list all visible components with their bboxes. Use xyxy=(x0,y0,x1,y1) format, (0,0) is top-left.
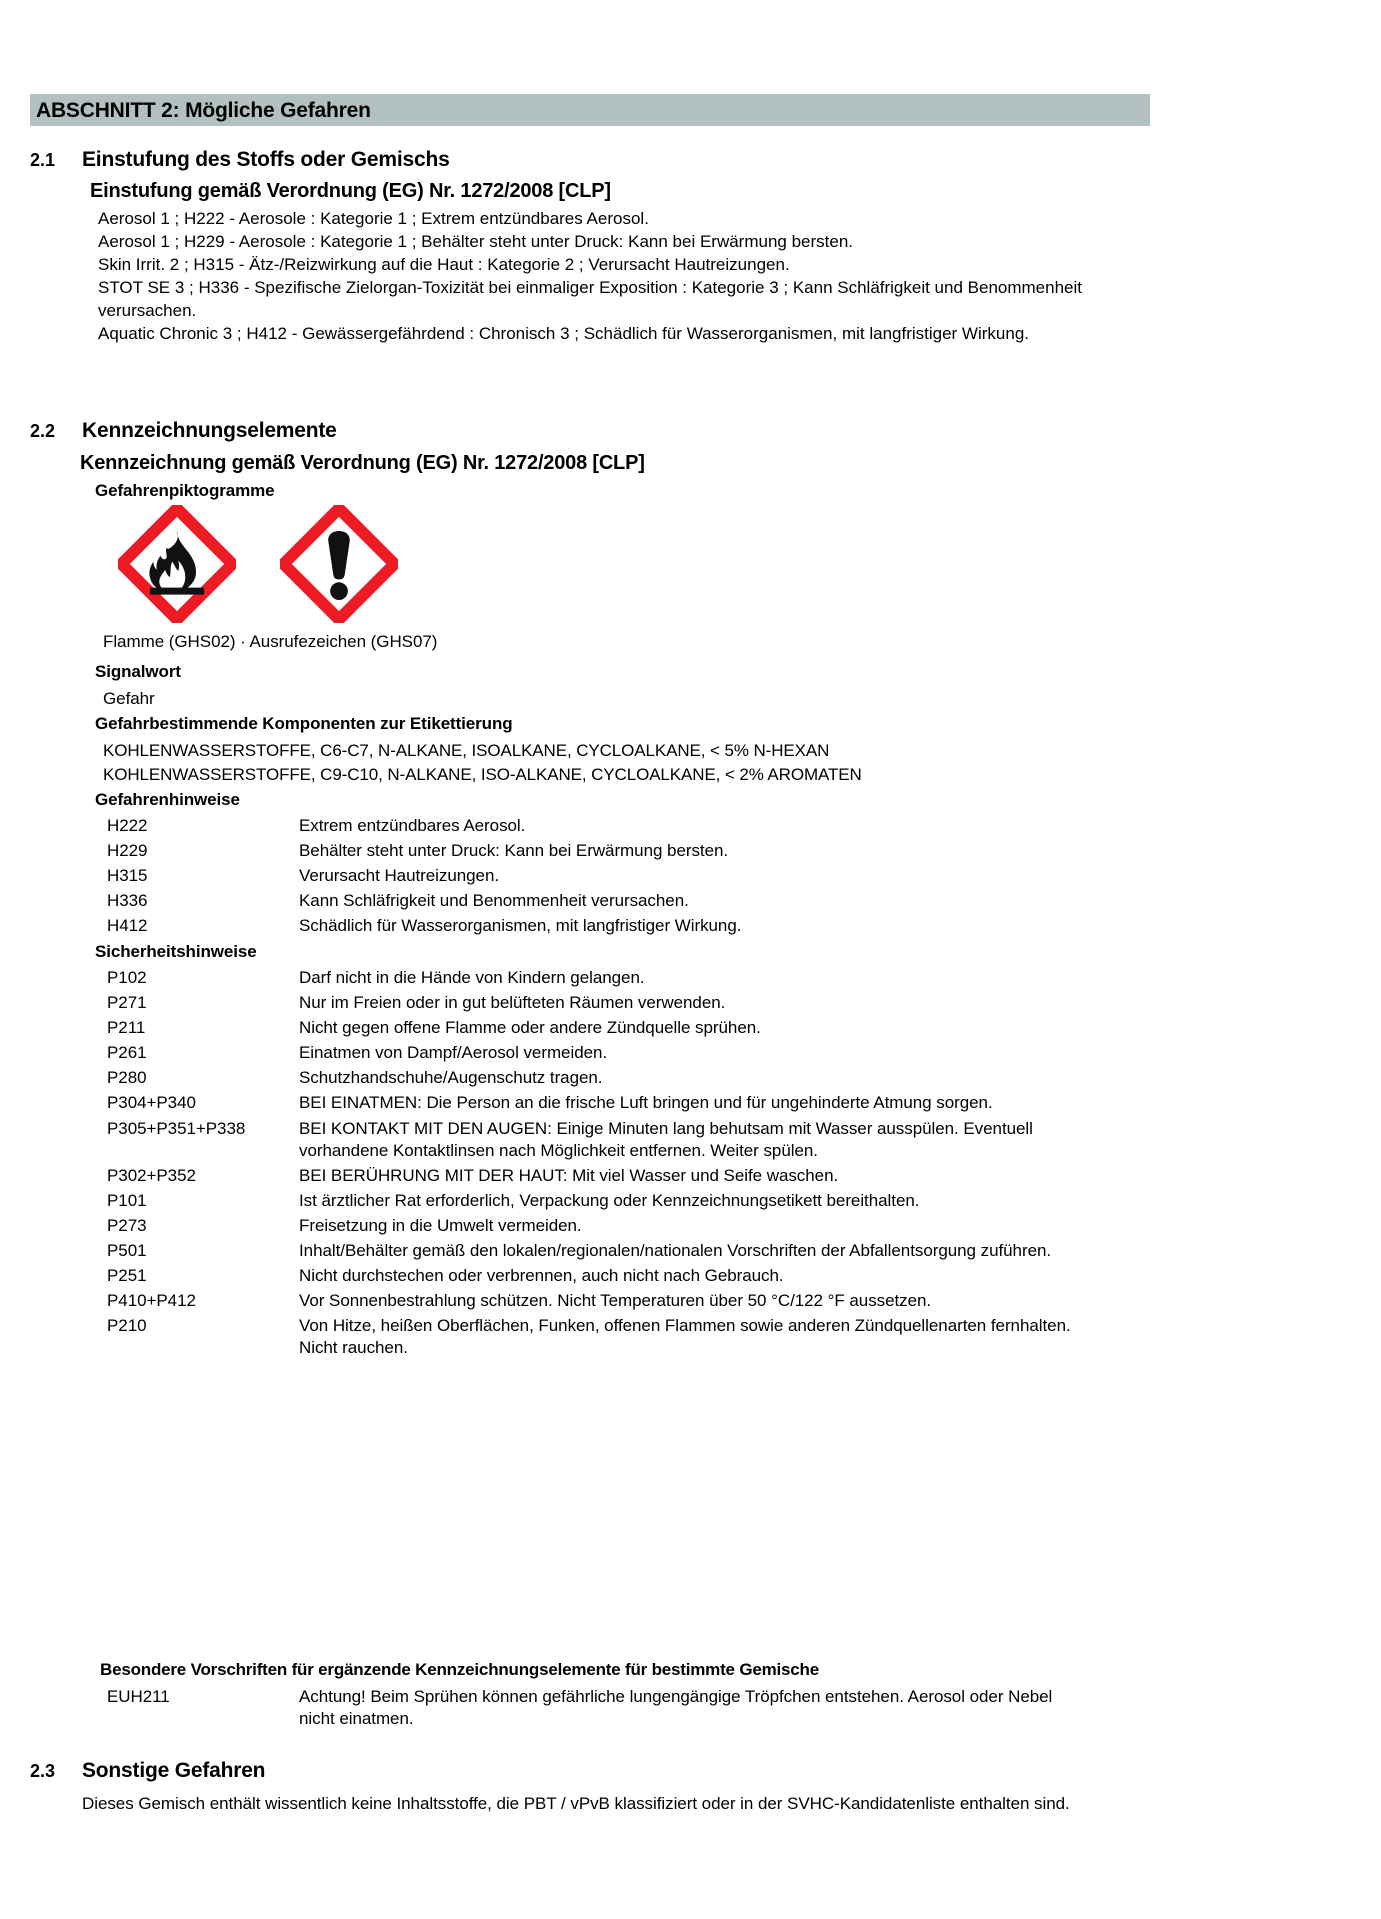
precaution-text: Nicht gegen offene Flamme oder andere Zündquelle sprühen. xyxy=(299,1018,761,1038)
precaution-code: P261 xyxy=(107,1043,147,1063)
clause-2-3-body: Dieses Gemisch enthält wissentlich keine Inhaltsstoffe, die PBT / vPvB klassifiziert oder in der SVHC-Kandidatenliste enthalten sind. xyxy=(82,1794,1070,1813)
precaution-code: P102 xyxy=(107,968,147,987)
table-row xyxy=(95,890,1089,915)
component-item: KOHLENWASSERSTOFFE, C6-C7, N-ALKANE, ISOALKANE, CYCLOALKANE, < 5% N-HEXAN xyxy=(103,741,830,760)
components-list xyxy=(103,739,862,787)
precaution-code: P210 xyxy=(107,1316,147,1336)
special-provision-code: EUH211 xyxy=(107,1687,170,1706)
section-banner-title: ABSCHNITT 2: Mögliche Gefahren xyxy=(36,98,371,122)
hazard-text: Schädlich für Wasserorganismen, mit langfristiger Wirkung. xyxy=(299,916,742,936)
classification-item: Aquatic Chronic 3 ; H412 - Gewässergefährdend : Chronisch 3 ; Schädlich für Wasserorganismen, mit langfristiger Wirkung. xyxy=(98,324,1029,344)
classification-item: Skin Irrit. 2 ; H315 - Ätz-/Reizwirkung auf die Haut : Kategorie 2 ; Verursacht Hautreizungen. xyxy=(98,255,790,275)
precaution-code: P280 xyxy=(107,1068,147,1088)
components-label: Gefahrbestimmende Komponenten zur Etikettierung xyxy=(95,714,513,733)
pictogram-caption: Flamme (GHS02) · Ausrufezeichen (GHS07) xyxy=(103,632,438,651)
table-row xyxy=(95,1240,1089,1265)
precaution-text: Von Hitze, heißen Oberflächen, Funken, offenen Flammen sowie anderen Zündquellenarten fernhalten. Nicht rauchen. xyxy=(299,1316,1071,1358)
precaution-code: P271 xyxy=(107,993,147,1013)
table-row xyxy=(95,815,1089,840)
classification-list xyxy=(98,208,1133,346)
precaution-text: BEI BERÜHRUNG MIT DER HAUT: Mit viel Wasser und Seife waschen. xyxy=(299,1165,839,1185)
ghs02-flame-pictogram xyxy=(118,505,236,623)
hazard-code: H222 xyxy=(107,816,148,835)
precaution-code: P501 xyxy=(107,1241,147,1261)
clause-2-3-title: Sonstige Gefahren xyxy=(82,1759,266,1782)
precaution-text: Ist ärztlicher Rat erforderlich, Verpackung oder Kennzeichnungsetikett bereithalten. xyxy=(299,1190,920,1210)
signal-word-value: Gefahr xyxy=(103,689,155,708)
table-row xyxy=(95,967,1089,992)
component-item: KOHLENWASSERSTOFFE, C9-C10, N-ALKANE, ISO-ALKANE, CYCLOALKANE, < 2% AROMATEN xyxy=(103,765,862,785)
precaution-code: P302+P352 xyxy=(107,1165,196,1185)
hazard-text: Extrem entzündbares Aerosol. xyxy=(299,816,526,835)
clause-2-2-subheading: Kennzeichnung gemäß Verordnung (EG) Nr. 1272/2008 [CLP] xyxy=(80,452,645,474)
table-row xyxy=(95,915,1089,940)
section-banner xyxy=(30,94,1150,126)
precaution-code: P273 xyxy=(107,1215,147,1235)
hazard-code: H412 xyxy=(107,916,148,936)
special-provision-text: Achtung! Beim Sprühen können gefährliche lungengängige Tröpfchen entstehen. Aerosol oder Nebel nicht einatmen. xyxy=(299,1687,1053,1729)
special-provisions-table xyxy=(95,1686,1089,1733)
clause-2-3-heading xyxy=(30,1759,265,1783)
hazard-statements-label: Gefahrenhinweise xyxy=(95,790,240,809)
hazard-text: Behälter steht unter Druck: Kann bei Erwärmung bersten. xyxy=(299,841,729,861)
table-row xyxy=(95,1190,1089,1215)
hazard-code: H229 xyxy=(107,841,148,861)
precaution-text: BEI KONTAKT MIT DEN AUGEN: Einige Minuten lang behutsam mit Wasser ausspülen. Eventuell vorhandene Kontaktlinsen nach Möglichkeit entfernen. Weiter spülen. xyxy=(299,1118,1033,1160)
special-provisions-label: Besondere Vorschriften für ergänzende Kennzeichnungselemente für bestimmte Gemische xyxy=(100,1660,819,1679)
table-row xyxy=(95,1265,1089,1290)
table-row xyxy=(95,1215,1089,1240)
precaution-text: Nicht durchstechen oder verbrennen, auch nicht nach Gebrauch. xyxy=(299,1266,784,1286)
table-row xyxy=(95,1067,1089,1092)
precaution-code: P251 xyxy=(107,1266,147,1286)
table-row xyxy=(95,1165,1089,1190)
ghs07-exclamation-pictogram xyxy=(280,505,398,623)
clause-2-2-heading xyxy=(30,419,337,443)
classification-item: STOT SE 3 ; H336 - Spezifische Zielorgan-Toxizität bei einmaliger Exposition : Kategorie 3 ; Kann Schläfrigkeit und Benommenheit verursachen. xyxy=(98,278,1082,320)
precaution-code: P304+P340 xyxy=(107,1093,196,1113)
hazard-statements-table xyxy=(95,815,1089,940)
hazard-text: Verursacht Hautreizungen. xyxy=(299,866,500,886)
hazard-text: Kann Schläfrigkeit und Benommenheit verursachen. xyxy=(299,891,689,911)
clause-2-2-number: 2.2 xyxy=(30,421,56,441)
precautionary-statements-label: Sicherheitshinweise xyxy=(95,942,257,961)
clause-2-1-subheading: Einstufung gemäß Verordnung (EG) Nr. 1272/2008 [CLP] xyxy=(90,180,611,202)
precaution-code: P211 xyxy=(107,1018,146,1038)
pictogram-row xyxy=(118,505,398,623)
table-row xyxy=(95,1686,1089,1733)
table-row xyxy=(95,1118,1089,1165)
hazard-code: H336 xyxy=(107,891,148,911)
precautionary-statements-table xyxy=(95,967,1089,1363)
clause-2-2-title: Kennzeichnungselemente xyxy=(82,419,337,442)
table-row xyxy=(95,1042,1089,1067)
classification-item: Aerosol 1 ; H229 - Aerosole : Kategorie 1 ; Behälter steht unter Druck: Kann bei Erwärmung bersten. xyxy=(98,232,854,252)
precaution-code: P410+P412 xyxy=(107,1291,196,1311)
precaution-text: Darf nicht in die Hände von Kindern gelangen. xyxy=(299,968,645,987)
precaution-text: BEI EINATMEN: Die Person an die frische Luft bringen und für ungehinderte Atmung sorgen. xyxy=(299,1093,993,1113)
classification-item: Aerosol 1 ; H222 - Aerosole : Kategorie 1 ; Extrem entzündbares Aerosol. xyxy=(98,209,649,228)
precaution-text: Vor Sonnenbestrahlung schützen. Nicht Temperaturen über 50 °C/122 °F aussetzen. xyxy=(299,1291,932,1311)
precaution-code: P305+P351+P338 xyxy=(107,1118,246,1138)
table-row xyxy=(95,1290,1089,1315)
clause-2-1-title: Einstufung des Stoffs oder Gemischs xyxy=(82,148,450,171)
table-row xyxy=(95,1017,1089,1042)
clause-2-3-number: 2.3 xyxy=(30,1761,56,1781)
clause-2-1-heading xyxy=(30,148,450,172)
precaution-text: Freisetzung in die Umwelt vermeiden. xyxy=(299,1215,582,1235)
table-row xyxy=(95,992,1089,1017)
table-row xyxy=(95,1092,1089,1117)
precaution-text: Einatmen von Dampf/Aerosol vermeiden. xyxy=(299,1043,608,1063)
signal-word-label: Signalwort xyxy=(95,662,181,681)
pictograms-label: Gefahrenpiktogramme xyxy=(95,481,275,500)
hazard-code: H315 xyxy=(107,866,148,886)
table-row xyxy=(95,840,1089,865)
precaution-text: Schutzhandschuhe/Augenschutz tragen. xyxy=(299,1068,603,1088)
table-row xyxy=(95,865,1089,890)
precaution-text: Inhalt/Behälter gemäß den lokalen/regionalen/nationalen Vorschriften der Abfallentsorgung zuführen. xyxy=(299,1241,1052,1261)
clause-2-1-number: 2.1 xyxy=(30,150,56,170)
table-row xyxy=(95,1315,1089,1362)
precaution-code: P101 xyxy=(107,1190,147,1210)
precaution-text: Nur im Freien oder in gut belüfteten Räumen verwenden. xyxy=(299,993,726,1013)
